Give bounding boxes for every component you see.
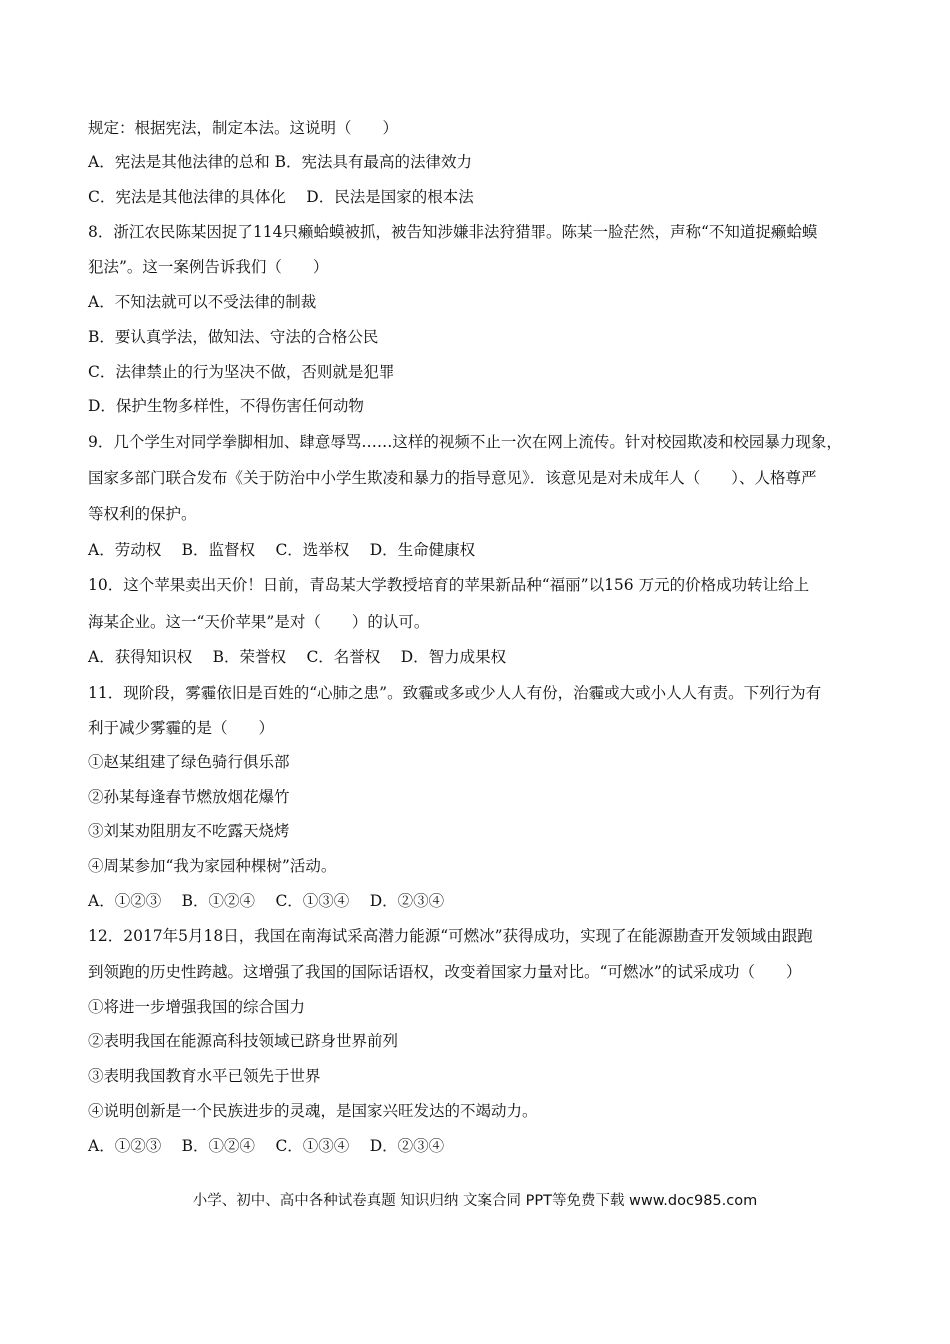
question-11-stem-cont: 利于减少雾霾的是（ ）	[88, 719, 275, 737]
question-7-stem-end: 规定：根据宪法，制定本法。这说明（ ）	[88, 119, 399, 137]
question-11-item-1: ①赵某组建了绿色骑行俱乐部	[88, 753, 290, 771]
question-7-options-ab: A．宪法是其他法律的总和 B．宪法具有最高的法律效力	[88, 153, 473, 171]
page-footer: 小学、初中、高中各种试卷真题 知识归纳 文案合同 PPT等免费下载 www.doc985.com	[192, 1193, 758, 1209]
question-12-item-1: ①将进一步增强我国的综合国力	[88, 998, 306, 1016]
question-9-stem-end: 等权利的保护。	[88, 505, 197, 523]
question-12-options: A．①②③ B．①②④ C．①③④ D．②③④	[88, 1137, 445, 1155]
question-9-stem-cont: 国家多部门联合发布《关于防治中小学生欺凌和暴力的指导意见》．该意见是对未成年人（ ）、人格尊严	[88, 469, 817, 487]
question-8-stem: 8．浙江农民陈某因捉了114只癞蛤蟆被抓，被告知涉嫌非法狩猎罪。陈某一脸茫然，声称“不知道捉癞蛤蟆	[88, 223, 818, 241]
question-9-stem: 9．几个学生对同学拳脚相加、肆意辱骂……这样的视频不止一次在网上流传。针对校园欺凌和校园暴力现象，	[88, 433, 842, 451]
question-12-stem: 12．2017年5月18日，我国在南海试采高潜力能源“可燃冰”获得成功，实现了在能源勘查开发领域由跟跑	[88, 927, 813, 945]
question-11-item-4: ④周某参加“我为家园种棵树”活动。	[88, 857, 337, 875]
question-12-item-2: ②表明我国在能源高科技领域已跻身世界前列	[88, 1032, 399, 1050]
question-10-stem-cont: 海某企业。这一“天价苹果”是对（ ）的认可。	[88, 613, 430, 631]
question-11-item-2: ②孙某每逢春节燃放烟花爆竹	[88, 788, 290, 806]
question-12-stem-cont: 到领跑的历史性跨越。这增强了我国的国际话语权，改变着国家力量对比。“可燃冰”的试采成功（ ）	[88, 963, 802, 981]
question-11-item-3: ③刘某劝阻朋友不吃露天烧烤	[88, 822, 290, 840]
question-8-option-b: B．要认真学法，做知法、守法的合格公民	[88, 328, 379, 346]
question-8-option-a: A．不知法就可以不受法律的制裁	[88, 293, 317, 311]
question-10-stem: 10．这个苹果卖出天价！日前，青岛某大学教授培育的苹果新品种“福丽”以156 万元的价格成功转让给上	[88, 576, 810, 594]
question-10-options: A．获得知识权 B．荣誉权 C．名誉权 D．智力成果权	[88, 648, 507, 666]
question-8-option-d: D．保护生物多样性，不得伤害任何动物	[88, 397, 364, 415]
question-8-option-c: C．法律禁止的行为坚决不做，否则就是犯罪	[88, 363, 395, 381]
question-7-options-cd: C．宪法是其他法律的具体化 D．民法是国家的根本法	[88, 188, 474, 206]
question-12-item-4: ④说明创新是一个民族进步的灵魂，是国家兴旺发达的不竭动力。	[88, 1102, 538, 1120]
question-8-stem-cont: 犯法”。这一案例告诉我们（ ）	[88, 258, 329, 276]
question-12-item-3: ③表明我国教育水平已领先于世界	[88, 1067, 321, 1085]
question-11-stem: 11．现阶段，雾霾依旧是百姓的“心肺之患”。致霾或多或少人人有份，治霾或大或小人人有责。下列行为有	[88, 684, 822, 702]
question-11-options: A．①②③ B．①②④ C．①③④ D．②③④	[88, 892, 445, 910]
question-9-options: A．劳动权 B．监督权 C．选举权 D．生命健康权	[88, 541, 476, 559]
